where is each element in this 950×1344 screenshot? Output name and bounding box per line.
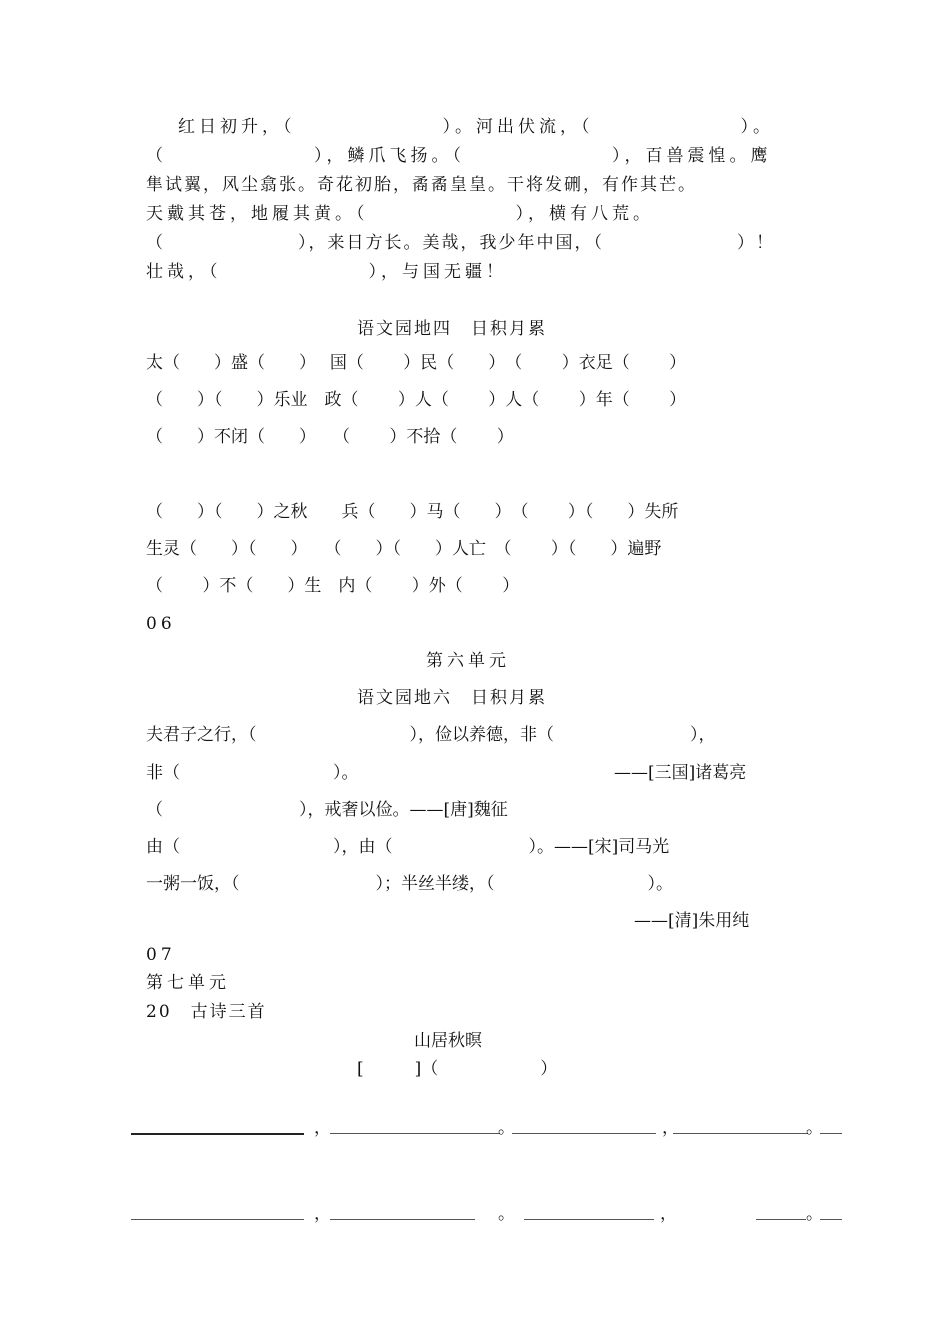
period-mark: 。 — [498, 1118, 515, 1138]
passage-line-2: （ ），鳞爪飞扬。（ ），百兽震惶。鹰 — [146, 146, 772, 166]
unit6-code: 06 — [146, 614, 176, 634]
lesson-title: 20 古诗三首 — [146, 1002, 267, 1022]
poem-author-blank: [ ]（ ） — [357, 1059, 558, 1079]
period-mark: 。 — [498, 1204, 515, 1224]
poem-answer-line[interactable] — [131, 1133, 304, 1135]
passage-line-1: 红日初升，（ ）。河出伏流，（ ）。 — [178, 117, 774, 137]
poem-answer-line[interactable] — [756, 1219, 806, 1220]
poem-answer-line[interactable] — [131, 1219, 304, 1220]
garden4-title: 语文园地四 日积月累 — [357, 319, 547, 339]
idiom-row-2: （ ）（ ）乐业 政（ ）人（ ）人（ ）年（ ） — [146, 390, 687, 410]
quote-line-4: 由（ ），由（ ）。——[宋]司马光 — [146, 837, 670, 857]
unit7-code: 07 — [146, 945, 176, 965]
quote-line-2: 非（ ）。 — [146, 763, 359, 783]
poem-answer-line[interactable] — [330, 1219, 475, 1220]
quote-line-5: 一粥一饭，（ ）；半丝半缕，（ ）。 — [146, 874, 673, 894]
comma-mark: ， — [662, 1118, 679, 1138]
attribution-zhuge: ——[三国]诸葛亮 — [614, 763, 747, 783]
period-mark: 。 — [806, 1204, 823, 1224]
passage-line-3: 隼试翼，风尘翕张。奇花初胎，矞矞皇皇。干将发硎，有作其芒。 — [146, 175, 697, 195]
poem-answer-line[interactable] — [330, 1133, 500, 1134]
poem-answer-line-tail — [820, 1133, 842, 1134]
idiom-row-5: 生灵（ ）（ ） （ ）（ ）人亡 （ ）（ ）遍野 — [146, 539, 662, 559]
garden6-title: 语文园地六 日积月累 — [357, 688, 547, 708]
period-mark: 。 — [806, 1118, 823, 1138]
quote-line-1: 夫君子之行，（ ），俭以养德，非（ ）， — [146, 725, 716, 745]
poem-title: 山居秋暝 — [414, 1031, 482, 1051]
passage-line-5: （ ），来日方长。美哉，我少年中国，（ ）！ — [146, 233, 775, 253]
unit7-title: 第七单元 — [146, 973, 230, 993]
unit6-title: 第六单元 — [426, 651, 510, 671]
idiom-row-3: （ ）不闭（ ） （ ）不拾（ ） — [146, 427, 514, 447]
poem-answer-line-tail — [820, 1219, 842, 1220]
idiom-row-4: （ ）（ ）之秋 兵（ ）马（ ） （ ）（ ）失所 — [146, 502, 679, 522]
comma-mark: ， — [314, 1118, 331, 1138]
passage-line-4: 天戴其苍，地履其黄。（ ），横有八荒。 — [146, 204, 654, 224]
attribution-zhu: ——[清]朱用纯 — [634, 911, 750, 931]
poem-answer-line[interactable] — [673, 1133, 808, 1134]
quote-line-3: （ ），戒奢以俭。——[唐]魏征 — [146, 800, 508, 820]
idiom-row-6: （ ）不（ ）生 内（ ）外（ ） — [146, 576, 520, 596]
poem-answer-line[interactable] — [512, 1133, 656, 1134]
comma-mark: ， — [660, 1204, 677, 1224]
passage-line-6: 壮哉，（ ），与国无疆！ — [146, 262, 507, 282]
poem-answer-line[interactable] — [524, 1219, 654, 1220]
comma-mark: ， — [314, 1204, 331, 1224]
idiom-row-1: 太（ ）盛（ ） 国（ ）民（ ） （ ）衣足（ ） — [146, 353, 687, 373]
